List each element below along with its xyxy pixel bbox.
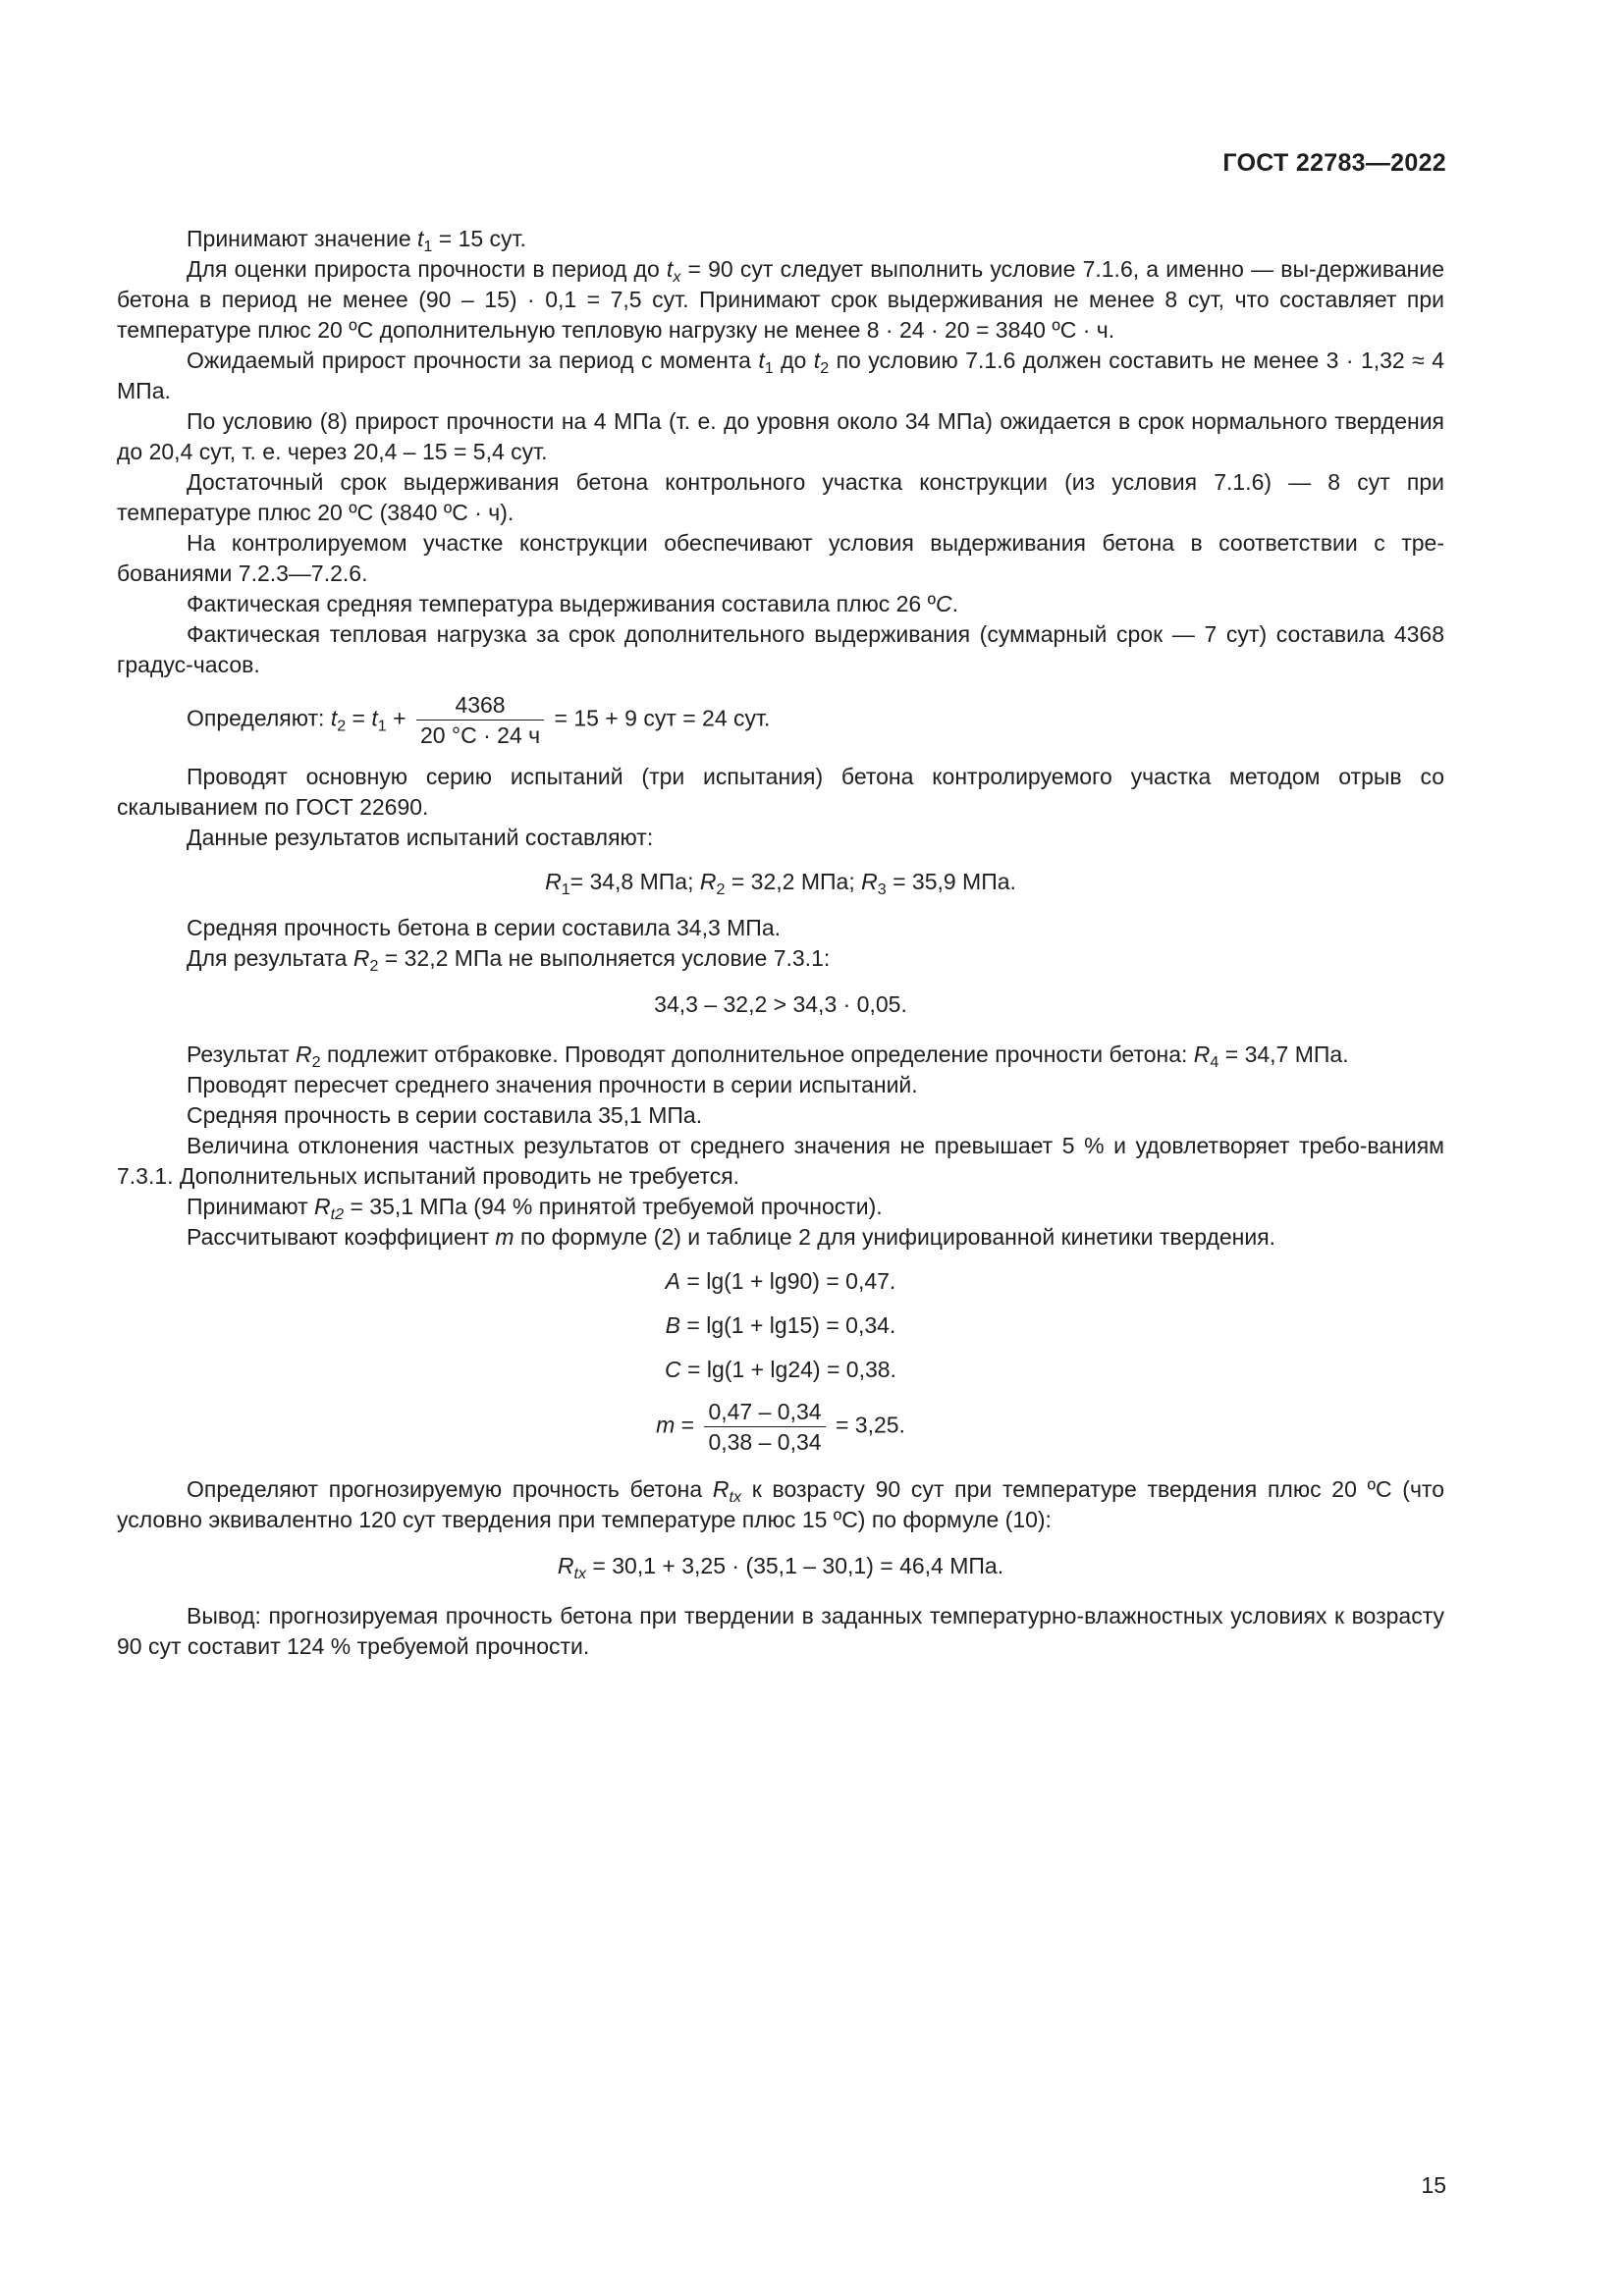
paragraph-deviation: Величина отклонения частных результатов от среднего значения не превышает 5 % и удовлетворяет требо-ваниям 7.3.1. Дополнительных испытаний проводить не требуется.: [117, 1133, 1444, 1189]
paragraph-actual-temperature: Фактическая средняя температура выдерживания составила плюс 26 ºС.: [187, 591, 958, 616]
paragraph-t1: Принимают значение $t_1 = 15$ сут.: [187, 226, 526, 255]
page-number: 15: [1421, 2172, 1446, 2198]
paragraph-conclusion: Вывод: прогнозируемая прочность бетона при твердении в заданных температурно-влажностных условиях к возрасту 90 сут составит 124 % требуемой прочности.: [117, 1603, 1444, 1659]
formula-t2: Определяют: $t_2 = t_1$ + $\frac{4368}{20 ^\circ С \cdot 24 ч}$ = 15 + 9 сут = 24 сут.: [187, 692, 771, 748]
equation-b: B = lg(1 + lg15) = 0,34.: [665, 1312, 896, 1338]
paragraph-recalculation: Проводят пересчет среднего значения прочности в серии испытаний.: [187, 1072, 918, 1097]
paragraph-result-r2: Для результата $R_2 = 32,2$ МПа не выполняется условие 7.3.1:: [187, 945, 831, 975]
paragraph-new-mean: Средняя прочность в серии составила 35,1 МПа.: [187, 1102, 703, 1128]
document-body: [117, 224, 1444, 1662]
paragraph-expected-gain: Ожидаемый прирост прочности за период с момента $t_1$ до $t_2$ по условию 7.1.6 должен составить не менее 3 · 1,32 ≈ 4 МПа.: [117, 347, 1444, 403]
fraction-heat: $\frac{4368}{20 ^\circ С \cdot 24 ч}$: [416, 692, 544, 748]
equation-c: C = lg(1 + lg24) = 0,38.: [665, 1357, 896, 1382]
paragraph-main-tests: Проводят основную серию испытаний (три испытания) бетона контролируемого участка методом отрыв со скалыванием по ГОСТ 22690.: [117, 764, 1444, 820]
paragraph-curing-conditions: На контролируемом участке конструкции обеспечивают условия выдерживания бетона в соответствии с тре-бованиями 7.2.3—7.2.6.: [117, 530, 1444, 586]
paragraph-heat-load: Фактическая тепловая нагрузка за срок дополнительного выдерживания (суммарный срок — 7 сут) составила 4368 градус-часов.: [117, 621, 1444, 677]
paragraph-curing-period: Достаточный срок выдерживания бетона контрольного участка конструкции (из условия 7.1.6) — 8 сут при температуре плюс 20 ºС (3840 ºС · ч).: [117, 469, 1444, 525]
paragraph-coefficient-m: Рассчитывают коэффициент m по формуле (2) и таблице 2 для унифицированной кинетики твердения.: [187, 1224, 1276, 1250]
paragraph-rejection: Результат $R_2$ подлежит отбраковке. Проводят дополнительное определение прочности бетона: $R_4 = 34,7$ МПа.: [187, 1041, 1349, 1071]
paragraph-strength-gain: Для оценки прироста прочности в период до $t_x = 90$ сут следует выполнить условие 7.1.6, а именно — вы-держивание бетона в период не менее (90 – 15) · 0,1 = 7,5 сут. Принимают срок выдерживания не менее 8 сут, что составляет при температуре плюс 20 ºС дополнительную тепловую нагрузку не менее 8 · 24 · 20 = 3840 ºС · ч.: [117, 256, 1444, 343]
equation-rtx: $R_{tx} = 30,1 + 3,25 \cdot (35,1 - 30,1) = 46,4$ МПа.: [557, 1553, 1004, 1582]
equation-m: m = $\frac{0,47 - 0,34}{0,38 - 0,34}$ = 3,25.: [656, 1399, 905, 1455]
fraction-m: $\frac{0,47 - 0,34}{0,38 - 0,34}$: [704, 1399, 825, 1455]
paragraph-results-intro: Данные результатов испытаний составляют:: [187, 825, 654, 850]
paragraph-accepted-rt2: Принимают $R_{t2} = 35,1$ МПа (94 % принятой требуемой прочности).: [187, 1194, 883, 1223]
equations-abc: [117, 1266, 1444, 1455]
equation-a: A = lg(1 + lg90) = 0,47.: [665, 1268, 896, 1294]
equation-inequality: 34,3 – 32,2 > 34,3 · 0,05.: [654, 991, 907, 1017]
paragraph-forecast: Определяют прогнозируемую прочность бетона $R_{tx}$ к возрасту 90 сут при температуре твердения плюс 20 ºС (что условно эквивалентно 120 сут твердения при температуре плюс 15 ºС) по формуле (10):: [117, 1476, 1444, 1532]
paragraph-mean-strength: Средняя прочность бетона в серии составила 34,3 МПа.: [187, 915, 782, 940]
document-code: ГОСТ 22783—2022: [1222, 149, 1446, 177]
paragraph-condition-8: По условию (8) прирост прочности на 4 МПа (т. е. до уровня около 34 МПа) ожидается в срок нормального твердения до 20,4 сут, т. е. через 20,4 – 15 = 5,4 сут.: [117, 408, 1444, 464]
equation-results: $R_1= 34,8$ МПа; $R_2 = 32,2$ МПа; $R_3 = 35,9$ МПа.: [545, 869, 1016, 898]
